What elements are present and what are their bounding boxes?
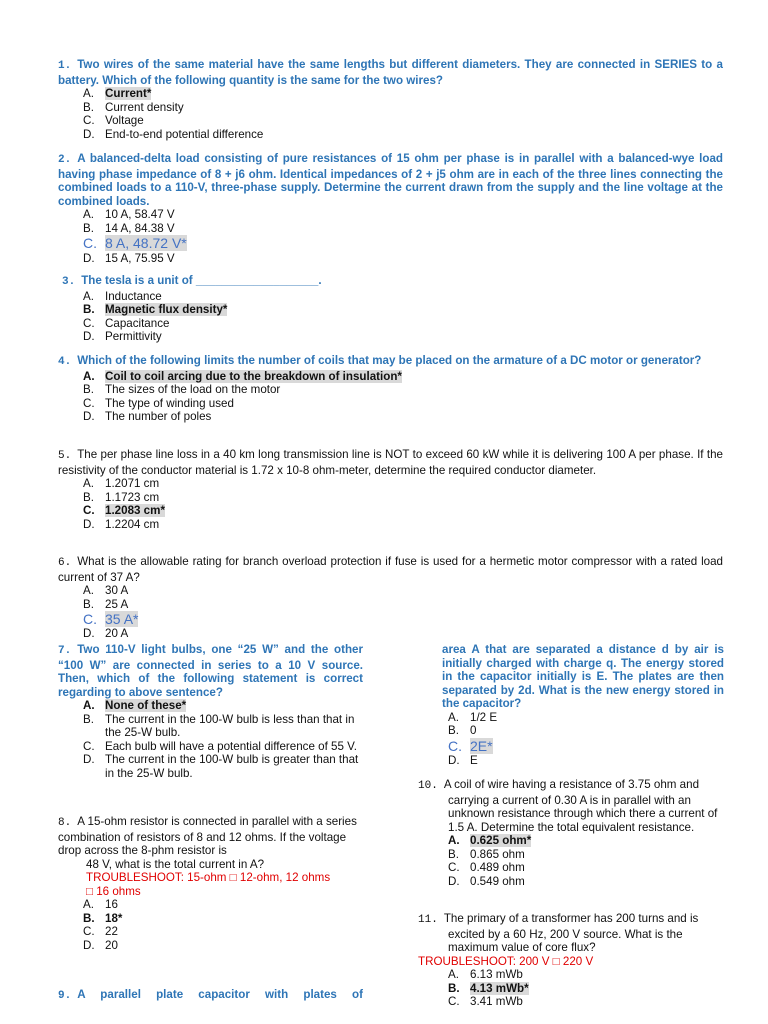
options-list (58, 584, 723, 641)
option-a: A. 16 (83, 898, 118, 911)
option-b: B. 0.865 ohm (448, 847, 525, 861)
question-stem: A coil of wire having a resistance of 3.75 ohm and carrying a current of 0.30 A is in parallel with an unknown resistance through which there a current of 1.5 A. Determine the total equivalent resistance. (443, 778, 718, 834)
options-list (418, 968, 723, 1009)
option-b: B. 14 A, 84.38 V (83, 221, 175, 235)
option-b: B. Current density (83, 100, 184, 114)
option-a: A. 10 A, 58.47 V (83, 208, 175, 221)
option-d: D. 0.549 ohm (448, 874, 525, 888)
option-d: D. 20 A (83, 627, 129, 640)
option-a: A. 6.13 mWb (448, 968, 523, 981)
option-c: C. 1.2083 cm* (83, 504, 165, 517)
option-a: A. Inductance (83, 289, 162, 303)
option-b: B. 0 (448, 724, 477, 737)
option-b: B. 4.13 mWb* (448, 981, 529, 995)
option-c: C. Capacitance (83, 316, 170, 330)
question-number: 8. (58, 817, 72, 829)
option-d: D. Permittivity (83, 330, 162, 343)
question-stem: The primary of a transformer has 200 turns and is excited by a 60 Hz, 200 V source. What is the maximum value of core flux? (443, 912, 699, 954)
question-stem-continued: 48 V, what is the total current in A? (86, 857, 265, 871)
question-number: 10. (418, 780, 438, 792)
question-8 (58, 815, 358, 952)
question-stem: A parallel plate capacitor with plates of (77, 988, 363, 1001)
options-list (58, 208, 723, 266)
options-list (418, 834, 723, 888)
option-d: D. The current in the 100-W bulb is greater than that in the 25-W bulb. (83, 753, 359, 780)
options-list (58, 370, 718, 424)
question-9 (58, 988, 363, 1004)
options-list (58, 477, 723, 531)
question-number: 5. (58, 450, 72, 462)
question-number: 6. (58, 557, 72, 569)
option-a: A. 1.2071 cm (83, 477, 160, 490)
question-number: 1. (58, 60, 72, 72)
options-list (442, 711, 724, 768)
question-number: 3. (62, 276, 76, 288)
option-b: B. 18* (83, 911, 123, 925)
question-stem: What is the allowable rating for branch overload protection if fuse is used for a hermetic motor compressor with a rated load current of 37 A? (58, 555, 723, 584)
option-c: C. 8 A, 48.72 V* (83, 235, 187, 251)
question-number: 7. (58, 645, 72, 657)
question-number: 11. (418, 914, 438, 926)
option-d: D. End-to-end potential difference (83, 127, 264, 141)
options-list (58, 898, 358, 952)
option-b: B. 1.1723 cm (83, 490, 160, 504)
question-stem-continued: area A that are separated a distance d by air is initially charged with charge q. The energy stored in the capacitor initially is E. The plates are then separated by 2d. What is the new energy stored in the capacitor? (442, 643, 724, 710)
troubleshoot-note: TROUBLESHOOT: 15-ohm □ 12-ohm, 12 ohms (86, 871, 331, 884)
question-stem: A balanced-delta load consisting of pure resistances of 15 ohm per phase is in parallel with a balanced-wye load having phase impedance of 8 + j6 ohm. Identical impedances of 2 + j5 ohm are in each of the three lines connecting the combined loads to a 110-V, three-phase supply. Determine the current drawn from the supply and the line voltage at the combined loads. (58, 152, 723, 208)
option-d: D. 15 A, 75.95 V (83, 252, 175, 265)
question-stem: A 15-ohm resistor is connected in parallel with a series combination of resistors of 8 and 12 ohms. If the voltage drop across the 8-phm resistor is (58, 815, 357, 857)
troubleshoot-note: TROUBLESHOOT: 200 V □ 220 V (418, 954, 594, 968)
question-2 (58, 152, 723, 266)
option-c: C. 22 (83, 925, 118, 938)
option-c: C. Voltage (83, 114, 144, 127)
question-stem: The tesla is a unit of ___________________. (81, 274, 322, 287)
option-d: D. 1.2204 cm (83, 517, 160, 531)
question-stem: The per phase line loss in a 40 km long transmission line is NOT to exceed 60 kW while it is delivering 100 A per phase. If the resistivity of the conductor material is 1.72 x 10-8 ohm-meter, determine the required conductor diameter. (58, 448, 723, 477)
option-c: C. 0.489 ohm (448, 861, 525, 874)
option-c: C. 3.41 mWb (448, 995, 523, 1008)
troubleshoot-note-continued: □ 16 ohms (86, 884, 141, 898)
question-number: 2. (58, 154, 72, 166)
option-a: A. Current* (83, 87, 152, 100)
option-d: D. E (448, 753, 478, 767)
question-stem: Two 110-V light bulbs, one “25 W” and the other “100 W” are connected in series to a 10 V source. Then, which of the following statement is correct regarding to above sentence? (58, 643, 363, 699)
question-4 (58, 354, 718, 424)
options-list (62, 290, 722, 344)
question-number: 9. (58, 990, 72, 1002)
option-d: D. 20 (83, 938, 118, 952)
options-list (58, 699, 363, 780)
question-stem: Two wires of the same material have the same lengths but different diameters. They are connected in SERIES to a battery. Which of the following quantity is the same for the two wires? (58, 58, 723, 87)
question-6 (58, 555, 723, 641)
option-c: C. 2E* (448, 737, 493, 754)
question-5 (58, 448, 723, 531)
option-b: B. The current in the 100-W bulb is less than that in the 25-W bulb. (83, 712, 355, 739)
question-11 (418, 912, 723, 1009)
question-7 (58, 643, 363, 780)
option-d: D. The number of poles (83, 410, 212, 423)
option-a: A. 1/2 E (448, 710, 498, 724)
question-stem: Which of the following limits the number of coils that may be placed on the armature of a DC motor or generator? (77, 354, 702, 367)
option-a: A. Coil to coil arcing due to the breakdown of insulation* (83, 369, 402, 383)
option-a: A. None of these* (83, 699, 187, 712)
options-list (58, 87, 723, 141)
option-b: B. 25 A (83, 597, 129, 611)
question-1 (58, 58, 723, 141)
question-number: 4. (58, 356, 72, 368)
question-10 (418, 778, 723, 888)
option-b: B. The sizes of the load on the motor (83, 383, 281, 396)
option-a: A. 30 A (83, 584, 129, 597)
option-c: C. 35 A* (83, 611, 139, 627)
option-c: C. Each bulb will have a potential difference of 55 V. (83, 739, 358, 753)
option-c: C. The type of winding used (83, 396, 234, 410)
question-9-continued (442, 643, 724, 767)
option-b: B. Magnetic flux density* (83, 303, 228, 316)
question-3 (62, 274, 722, 344)
option-a: A. 0.625 ohm* (448, 834, 532, 847)
